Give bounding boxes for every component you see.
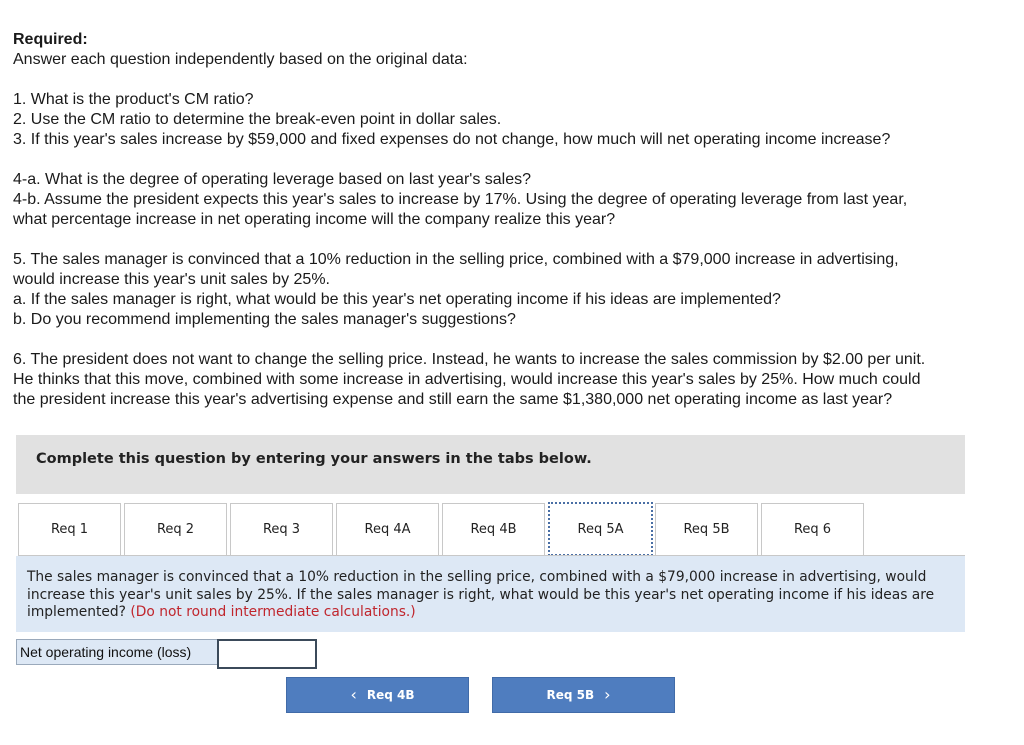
question-1: 1. What is the product's CM ratio? — [13, 91, 254, 108]
question-3: 3. If this year's sales increase by $59,000 and fixed expenses do not change, how much will net operating income increase? — [13, 131, 891, 148]
question-5b: b. Do you recommend implementing the sales manager's suggestions? — [13, 311, 516, 328]
question-5-line-2: would increase this year's unit sales by 25%. — [13, 271, 330, 288]
prev-tab-label: Req 4B — [366, 688, 415, 702]
chevron-left-icon: ‹ — [350, 685, 357, 704]
chevron-right-icon: › — [604, 685, 611, 704]
next-tab-label: Req 5B — [546, 688, 595, 702]
tab-req-4a[interactable]: Req 4A — [336, 503, 439, 555]
requirement-tabs — [18, 503, 965, 555]
required-section — [13, 30, 1021, 410]
net-operating-income-input[interactable] — [217, 639, 317, 669]
instructions-banner — [16, 435, 965, 494]
question-2: 2. Use the CM ratio to determine the break-even point in dollar sales. — [13, 111, 502, 128]
question-6-line-3: the president increase this year's advertising expense and still earn the same $1,380,000 net operating income as last year? — [13, 391, 893, 408]
question-4b-line-1: 4-b. Assume the president expects this year's sales to increase by 17%. Using the degree of operating leverage from last year, — [13, 191, 908, 208]
prompt-text: The sales manager is convinced that a 10% reduction in the selling price, combined with a $79,000 increase in advertising, would increase this year's unit sales by 25%. If the sales manager is right, what would be this year's net operating income if his ideas are implemented? — [27, 569, 935, 620]
tab-req-5b[interactable]: Req 5B — [655, 503, 758, 555]
tab-content-panel — [16, 556, 965, 632]
question-5a: a. If the sales manager is right, what would be this year's net operating income if his ideas are implemented? — [13, 291, 781, 308]
question-5-line-1: 5. The sales manager is convinced that a 10% reduction in the selling price, combined with a $79,000 increase in advertising, — [13, 251, 899, 268]
tab-req-2[interactable]: Req 2 — [124, 503, 227, 555]
question-6-line-1: 6. The president does not want to change the selling price. Instead, he wants to increase the sales commission by $2.00 per unit. — [13, 351, 926, 368]
required-subtitle: Answer each question independently based on the original data: — [13, 51, 468, 68]
question-6-line-2: He thinks that this move, combined with some increase in advertising, would increase this year's sales by 25%. How much could — [13, 371, 921, 388]
req-5a-prompt — [27, 569, 947, 622]
net-operating-income-label: Net operating income (loss) — [16, 639, 220, 665]
tab-req-3[interactable]: Req 3 — [230, 503, 333, 555]
next-tab-button[interactable] — [492, 677, 675, 713]
tab-req-5a[interactable]: Req 5A — [548, 502, 653, 556]
required-title: Required: — [13, 31, 88, 48]
tab-req-6[interactable]: Req 6 — [761, 503, 864, 555]
prev-tab-button[interactable] — [286, 677, 469, 713]
instructions-text: Complete this question by entering your answers in the tabs below. — [36, 451, 592, 467]
tab-req-1[interactable]: Req 1 — [18, 503, 121, 555]
question-4b-line-2: what percentage increase in net operating income will the company realize this year? — [13, 211, 616, 228]
question-4a: 4-a. What is the degree of operating leverage based on last year's sales? — [13, 171, 532, 188]
rounding-note: (Do not round intermediate calculations.) — [130, 604, 416, 620]
tab-req-4b[interactable]: Req 4B — [442, 503, 545, 555]
